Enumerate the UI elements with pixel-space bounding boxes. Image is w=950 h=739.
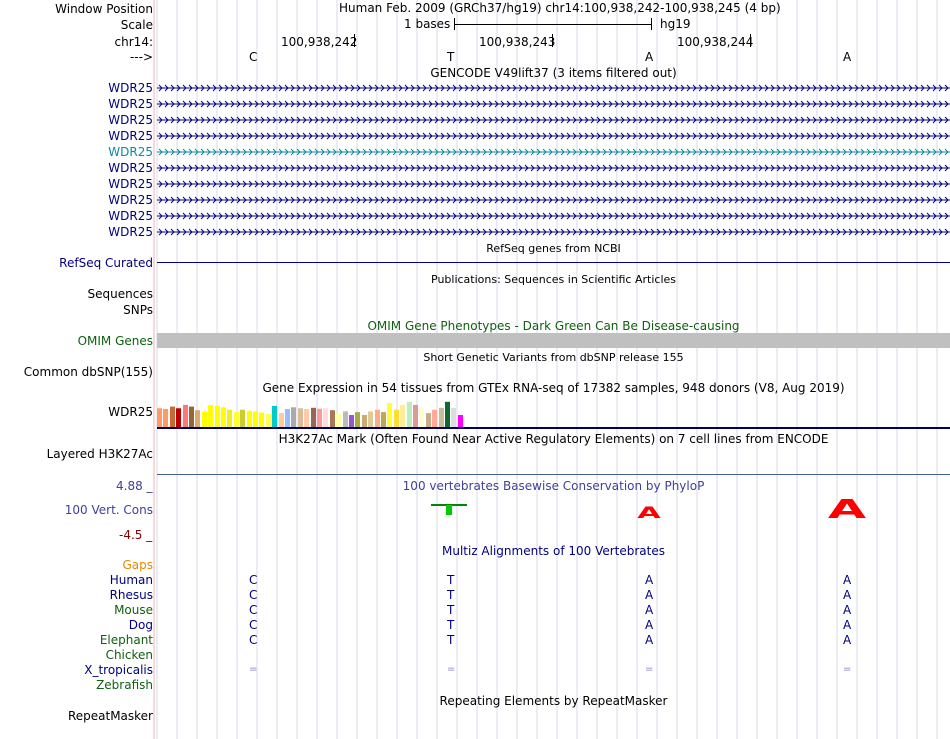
- multiz-aligned-base: =: [447, 664, 456, 675]
- multiz-aligned-base: C: [249, 588, 258, 602]
- gencode-transcript[interactable]: [157, 176, 950, 190]
- scale-assembly: hg19: [660, 17, 691, 31]
- gtex-tissue-bar: [253, 411, 258, 427]
- gencode-gene-label[interactable]: WDR25: [108, 81, 153, 95]
- ref-base[interactable]: A: [645, 50, 654, 64]
- gtex-tissue-bar: [304, 409, 309, 427]
- phylop-min-label: -4.5 _: [119, 528, 153, 542]
- refseq-track-title: RefSeq genes from NCBI: [486, 242, 621, 255]
- gtex-tissue-bar: [368, 411, 373, 427]
- gtex-tissue-bar: [272, 406, 277, 427]
- multiz-aligned-base: T: [447, 573, 455, 587]
- scale-label: Scale: [120, 18, 153, 32]
- gencode-transcript[interactable]: [157, 160, 950, 174]
- multiz-aligned-base: A: [645, 573, 654, 587]
- multiz-species-label[interactable]: Mouse: [114, 603, 153, 617]
- gtex-track-label[interactable]: WDR25: [108, 405, 153, 419]
- gtex-tissue-bar: [355, 412, 360, 427]
- multiz-track-title: Multiz Alignments of 100 Vertebrates: [441, 544, 666, 558]
- gtex-tissue-bar: [439, 408, 444, 427]
- refseq-gene-line[interactable]: [157, 262, 950, 263]
- phylop-score-bar: [446, 505, 452, 515]
- omim-track-title: OMIM Gene Phenotypes - Dark Green Can Be Disease-causing: [367, 319, 740, 333]
- phylop-track-title: 100 vertebrates Basewise Conservation by PhyloP: [402, 479, 705, 493]
- multiz-aligned-base: =: [645, 664, 654, 675]
- gencode-gene-label[interactable]: WDR25: [108, 129, 153, 143]
- gtex-tissue-bar: [227, 410, 232, 427]
- gencode-gene-label[interactable]: WDR25: [108, 161, 153, 175]
- gtex-tissue-bar: [381, 412, 386, 427]
- multiz-aligned-base: C: [249, 618, 258, 632]
- multiz-aligned-base: A: [843, 633, 852, 647]
- multiz-aligned-base: A: [645, 588, 654, 602]
- gtex-tissue-bar: [451, 408, 456, 427]
- gtex-tissue-bar: [349, 415, 354, 427]
- multiz-species-label[interactable]: Dog: [128, 618, 153, 632]
- multiz-aligned-base: A: [843, 618, 852, 632]
- gtex-tissue-bar: [317, 409, 322, 427]
- coordinate-2: 100,938,243: [479, 35, 556, 49]
- gencode-gene-label[interactable]: WDR25: [108, 113, 153, 127]
- multiz-species-label[interactable]: X_tropicalis: [84, 663, 153, 677]
- gtex-tissue-bar: [343, 411, 348, 427]
- multiz-species-label[interactable]: Human: [109, 573, 153, 587]
- multiz-aligned-base: C: [249, 603, 258, 617]
- scale-value: 1 bases: [404, 17, 451, 31]
- gencode-gene-label[interactable]: WDR25: [108, 177, 153, 191]
- gtex-tissue-bar: [432, 410, 437, 427]
- coordinate-3: 100,938,244: [677, 35, 754, 49]
- phylop-conservation-plot[interactable]: [157, 494, 950, 534]
- multiz-species-label[interactable]: Zebrafish: [96, 678, 153, 692]
- gtex-tissue-bar: [240, 410, 245, 427]
- ref-base[interactable]: A: [843, 50, 852, 64]
- multiz-aligned-base: C: [249, 573, 258, 587]
- multiz-aligned-base: A: [843, 573, 852, 587]
- gtex-tissue-bar: [445, 402, 450, 427]
- coordinate-1: 100,938,242: [281, 35, 358, 49]
- snps-track-label[interactable]: SNPs: [123, 303, 153, 317]
- coordinate-2-tick: [552, 34, 553, 47]
- chrom-label: chr14:: [114, 35, 153, 49]
- multiz-aligned-base: A: [645, 633, 654, 647]
- gencode-gene-label[interactable]: WDR25: [108, 145, 153, 159]
- gencode-transcript[interactable]: [157, 144, 950, 158]
- gtex-tissue-bar: [458, 415, 463, 427]
- dbsnp-track-title: Short Genetic Variants from dbSNP release 155: [423, 351, 684, 364]
- multiz-aligned-base: C: [249, 633, 258, 647]
- gtex-tissue-bar: [323, 408, 328, 427]
- gtex-tissue-bar: [336, 414, 341, 427]
- repeatmasker-track-title: Repeating Elements by RepeatMasker: [439, 694, 668, 708]
- scale-bar-left-tick: [454, 18, 455, 30]
- gtex-tissue-bar: [195, 410, 200, 427]
- gencode-transcript[interactable]: [157, 112, 950, 126]
- multiz-aligned-base: T: [447, 603, 455, 617]
- gtex-tissue-bar: [375, 410, 380, 427]
- refseq-track-label[interactable]: RefSeq Curated: [59, 256, 153, 270]
- gtex-tissue-bar: [208, 405, 213, 427]
- ref-base[interactable]: T: [447, 50, 455, 64]
- gtex-tissue-bar: [298, 408, 303, 427]
- gtex-tissue-bar: [215, 406, 220, 427]
- omim-track-label[interactable]: OMIM Genes: [77, 334, 153, 348]
- gtex-tissue-bar: [362, 415, 367, 427]
- gtex-tissue-bar: [176, 408, 181, 427]
- gtex-tissue-bar: [163, 409, 168, 427]
- sequences-track-label[interactable]: Sequences: [87, 287, 153, 301]
- repeatmasker-track-label[interactable]: RepeatMasker: [67, 709, 153, 723]
- multiz-aligned-base: A: [843, 603, 852, 617]
- multiz-species-label[interactable]: Chicken: [105, 648, 153, 662]
- gtex-tissue-bar: [400, 405, 405, 427]
- coordinate-1-tick: [354, 34, 355, 47]
- gtex-tissue-bar: [234, 412, 239, 427]
- gencode-gene-label[interactable]: WDR25: [108, 225, 153, 239]
- gtex-tissue-bar: [221, 407, 226, 427]
- gtex-tissue-bar: [189, 407, 194, 427]
- multiz-aligned-base: T: [447, 588, 455, 602]
- multiz-species-label[interactable]: Rhesus: [109, 588, 153, 602]
- gencode-track-title: GENCODE V49lift37 (3 items filtered out): [430, 66, 677, 80]
- phylop-base-letter: A: [637, 502, 661, 522]
- gtex-tissue-bar: [394, 410, 399, 427]
- gtex-tissue-bar: [387, 403, 392, 427]
- phylop-base-letter: A: [827, 494, 867, 525]
- gtex-tissue-bar: [247, 411, 252, 427]
- gtex-tissue-bar: [291, 407, 296, 427]
- gtex-tissue-bar: [311, 408, 316, 427]
- multiz-aligned-base: A: [843, 588, 852, 602]
- scale-bar: [454, 24, 651, 25]
- multiz-species-label[interactable]: Elephant: [99, 633, 153, 647]
- multiz-aligned-base: A: [645, 603, 654, 617]
- h3k27ac-track-title: H3K27Ac Mark (Often Found Near Active Regulatory Elements) on 7 cell lines from ENCODE: [278, 432, 829, 446]
- scale-bar-right-tick: [651, 18, 652, 30]
- multiz-aligned-base: =: [843, 664, 852, 675]
- gtex-gene-line: [157, 427, 950, 429]
- gencode-transcript[interactable]: [157, 80, 950, 94]
- gtex-tissue-bar: [413, 405, 418, 427]
- gencode-transcript[interactable]: [157, 128, 950, 142]
- h3k27ac-track-label[interactable]: Layered H3K27Ac: [46, 447, 153, 461]
- gtex-track-title: Gene Expression in 54 tissues from GTEx RNA-seq of 17382 samples, 948 donors (V8, Aug 2019): [262, 381, 845, 395]
- gtex-tissue-bar: [285, 409, 290, 427]
- gencode-transcript[interactable]: [157, 224, 950, 238]
- h3k27ac-baseline: [157, 474, 950, 475]
- gtex-tissue-bar: [330, 410, 335, 427]
- gencode-gene-label[interactable]: WDR25: [108, 193, 153, 207]
- phylop-max-label: 4.88 _: [116, 479, 153, 493]
- publications-track-title: Publications: Sequences in Scientific Articles: [431, 273, 676, 286]
- dbsnp-track-label[interactable]: Common dbSNP(155): [23, 365, 153, 379]
- gtex-tissue-bar: [183, 405, 188, 427]
- gtex-tissue-bar: [407, 402, 412, 427]
- multiz-aligned-base: T: [447, 633, 455, 647]
- window-position-label: Window Position: [55, 2, 153, 16]
- gtex-expression-bars[interactable]: [157, 394, 557, 427]
- gtex-tissue-bar: [157, 408, 162, 427]
- gtex-tissue-bar: [279, 413, 284, 427]
- multiz-aligned-base: A: [645, 618, 654, 632]
- gtex-tissue-bar: [202, 411, 207, 427]
- coordinate-3-tick: [750, 34, 751, 47]
- gaps-label[interactable]: Gaps: [122, 558, 153, 572]
- multiz-aligned-base: =: [249, 664, 258, 675]
- gtex-tissue-bar: [426, 413, 431, 427]
- gencode-transcript[interactable]: [157, 192, 950, 206]
- omim-gene-bar[interactable]: [157, 333, 950, 348]
- window-position-value: Human Feb. 2009 (GRCh37/hg19) chr14:100,938,242-100,938,245 (4 bp): [339, 1, 781, 15]
- multiz-aligned-base: T: [447, 618, 455, 632]
- gencode-gene-label[interactable]: WDR25: [108, 209, 153, 223]
- gtex-tissue-bar: [259, 413, 264, 427]
- strand-label: --->: [129, 50, 153, 64]
- gencode-transcript[interactable]: [157, 96, 950, 110]
- gtex-tissue-bar: [170, 407, 175, 427]
- gtex-tissue-bar: [419, 407, 424, 427]
- gencode-gene-label[interactable]: WDR25: [108, 97, 153, 111]
- gencode-transcript[interactable]: [157, 208, 950, 222]
- phylop-track-label[interactable]: 100 Vert. Cons: [64, 503, 153, 517]
- gtex-tissue-bar: [266, 414, 271, 427]
- ref-base[interactable]: C: [249, 50, 258, 64]
